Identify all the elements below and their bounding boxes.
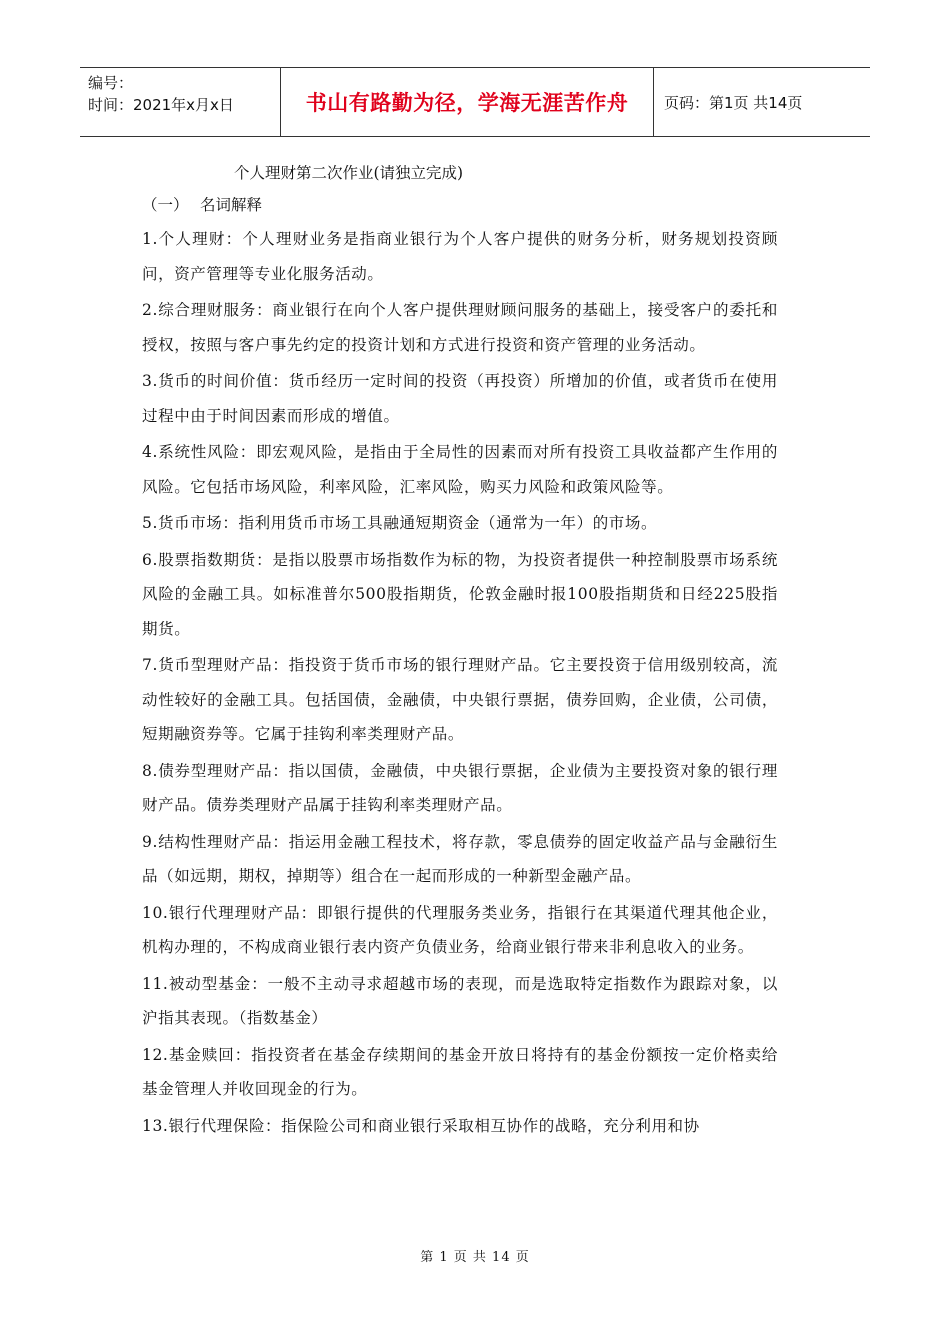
- document-time-label: 时间：2021年x月x日: [88, 96, 234, 114]
- paragraph-6: 6.股票指数期货：是指以股票市场指数作为标的物，为投资者提供一种控制股票市场系统风险的金融工具。如标准普尔500股指期货，伦敦金融时报100股指期货和日经225股指期货。: [142, 550, 778, 638]
- paragraph-4: 4.系统性风险：即宏观风险，是指由于全局性的因素而对所有投资工具收益都产生作用的风险。它包括市场风险，利率风险，汇率风险，购买力风险和政策风险等。: [142, 443, 778, 496]
- document-number-label: 编号：: [88, 74, 134, 92]
- section-heading: [142, 188, 778, 222]
- paragraph-12: 12.基金赎回：指投资者在基金存续期间的基金开放日将持有的基金份额按一定价格卖给基金管理人并收回现金的行为。: [142, 1045, 778, 1098]
- section-title: 名词解释: [200, 196, 263, 214]
- header-motto: 书山有路勤为径，学海无涯苦作舟: [280, 68, 654, 136]
- paragraph-13: 13.银行代理保险：指保险公司和商业银行采取相互协作的战略，充分利用和协: [142, 1116, 700, 1135]
- document-body: [142, 158, 778, 1145]
- document-title: 个人理财第二次作业(请独立完成): [234, 164, 464, 182]
- header-page-info: 页码：第1页 共14页: [664, 93, 803, 112]
- header-meta: [80, 68, 280, 136]
- paragraph-9: 9.结构性理财产品：指运用金融工程技术，将存款，零息债券的固定收益产品与金融衍生品（如远期，期权，掉期等）组合在一起而形成的一种新型金融产品。: [142, 832, 778, 885]
- paragraph-11: 11.被动型基金：一般不主动寻求超越市场的表现，而是选取特定指数作为跟踪对象，以沪指其表现。（指数基金）: [142, 974, 778, 1027]
- section-number: （一）: [142, 196, 189, 214]
- page-header: [80, 67, 870, 137]
- paragraph-7: 7.货币型理财产品：指投资于货币市场的银行理财产品。它主要投资于信用级别较高，流动性较好的金融工具。包括国债，金融债，中央银行票据，债券回购，企业债，公司债，短期融资券等。它属于挂钩利率类理财产品。: [142, 656, 778, 743]
- paragraph-10: 10.银行代理理财产品：即银行提供的代理服务类业务，指银行在其渠道代理其他企业，机构办理的，不构成商业银行表内资产负债业务，给商业银行带来非利息收入的业务。: [142, 903, 778, 956]
- page-footer: 第 1 页 共 14 页: [420, 1250, 530, 1265]
- paragraph-5: 5.货币市场：指利用货币市场工具融通短期资金（通常为一年）的市场。: [142, 514, 658, 532]
- paragraph-3: 3.货币的时间价值：货币经历一定时间的投资（再投资）所增加的价值，或者货币在使用过程中由于时间因素而形成的增值。: [142, 372, 778, 425]
- paragraph-1: 1.个人理财：个人理财业务是指商业银行为个人客户提供的财务分析，财务规划投资顾问，资产管理等专业化服务活动。: [142, 230, 778, 283]
- paragraph-2: 2.综合理财服务：商业银行在向个人客户提供理财顾问服务的基础上，接受客户的委托和授权，按照与客户事先约定的投资计划和方式进行投资和资产管理的业务活动。: [142, 301, 778, 354]
- paragraph-8: 8.债券型理财产品：指以国债，金融债，中央银行票据，企业债为主要投资对象的银行理财产品。债券类理财产品属于挂钩利率类理财产品。: [142, 761, 778, 814]
